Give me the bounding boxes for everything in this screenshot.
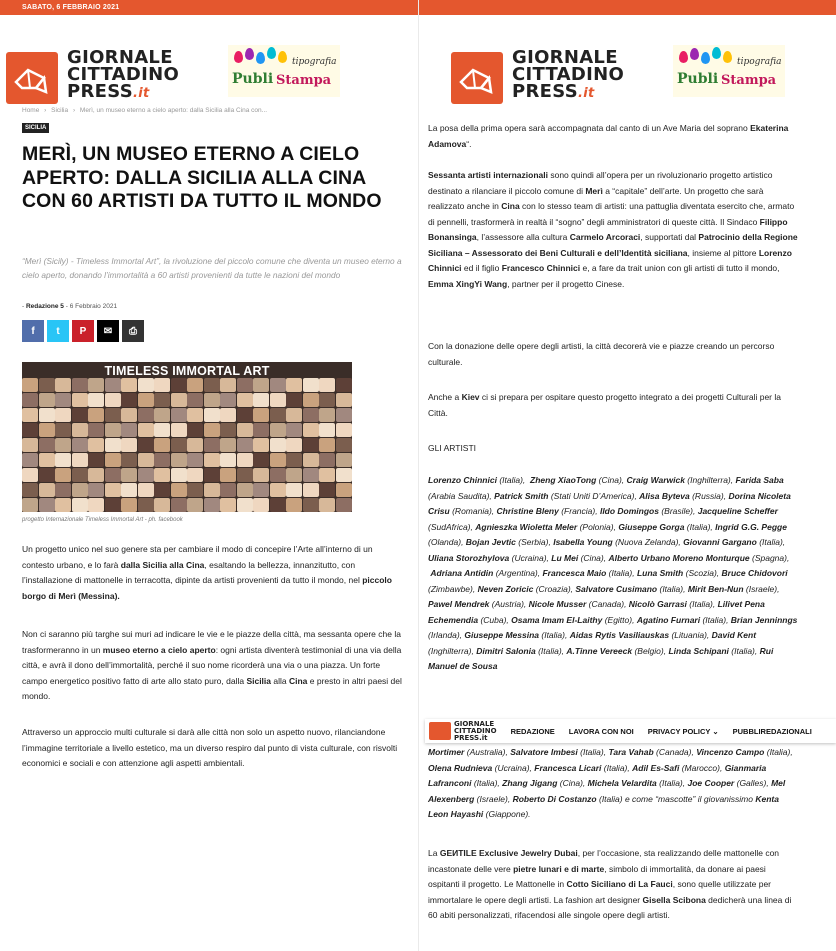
collage-portrait: [154, 498, 170, 512]
collage-portrait: [138, 408, 154, 422]
collage-portrait: [171, 453, 187, 467]
collage-portrait: [270, 483, 286, 497]
right-paragraph-3: Con la donazione delle opere degli artisti, la città decorerà vie e piazze creando un percorso culturale.: [428, 341, 775, 367]
collage-portrait: [319, 378, 335, 392]
breadcrumb-current: Merì, un museo eterno a cielo aperto: dalla Sicilia alla Cina con...: [79, 107, 268, 114]
collage-portrait: [319, 423, 335, 437]
collage-portrait: [286, 468, 302, 482]
nav-logo-text[interactable]: GIORNALE CITTADINO PRESS.it: [454, 719, 497, 742]
collage-portrait: [22, 408, 38, 422]
collage-portrait: [187, 453, 203, 467]
nav-lavora-con-noi[interactable]: LAVORA CON NOI: [568, 726, 634, 736]
collage-portrait: [220, 468, 236, 482]
collage-portrait: [55, 498, 71, 512]
collage-portrait: [286, 498, 302, 512]
collage-portrait: [204, 483, 220, 497]
collage-portrait: [204, 378, 220, 392]
collage-portrait: [303, 423, 319, 437]
collage-portrait: [88, 483, 104, 497]
collage-portrait: [171, 468, 187, 482]
site-logo-right[interactable]: [451, 52, 503, 104]
print-icon: ⎙: [129, 325, 137, 337]
collage-portrait: [171, 498, 187, 512]
artists-list-continued: Mortimer (Australia), Salvatore Imbesi (Italia), Tara Vahab (Canada), Vincenzo Campo (Italia), Olena Rudnieva (Ucraina), Francesca Licari (Italia), Adil Es-Safi (Marocco), Gianmaria Lafranconi (Italia), Zhang Jigang (Cina), Michela Velardita (Italia), Joe Cooper (Galles), Mel Alexenberg (Israele), Roberto Di Costanzo (Italia) e come “mascotte” il giovanissimo Kenta Leon Hayashi (Giappone).: [428, 747, 793, 819]
right-paragraph-2: Sessanta artisti internazionali sono quindi all’opera per un rivoluzionario progetto artistico destinato a rilanciare il piccolo comune di Merì a “capitale” dell’arte. Un progetto che sarà realizzato anche in Cina con lo stesso team di artisti: una pattuglia diventata esercito che, armato di pennelli, trasformerà in realtà il “sogno” degli amministratori di queste città. Il Sindaco Filippo Bonansinga, l’assessore alla cultura Carmelo Arcoraci, supportati dal Patrocinio della Regione Siciliana – Assessorato dei Beni Culturali e dell’Identità siciliana, insieme al pittore Lorenzo Chinnici ed il figlio Francesco Chinnici e, a fare da trait union con gli artisti di tutto il mondo, Emma XingYi Wang, partner per il progetto Cinese.: [428, 170, 798, 289]
sticky-nav: [425, 719, 836, 743]
collage-portrait: [237, 393, 253, 407]
collage-portrait: [220, 453, 236, 467]
collage-portrait: [55, 393, 71, 407]
collage-portrait: [154, 378, 170, 392]
collage-portrait: [286, 423, 302, 437]
collage-portrait: [253, 423, 269, 437]
collage-portrait: [303, 483, 319, 497]
collage-portrait: [22, 438, 38, 452]
site-header-right: [419, 15, 836, 102]
collage-portrait: [220, 483, 236, 497]
collage-portrait: [88, 423, 104, 437]
collage-portrait: [88, 468, 104, 482]
logo-wordmark[interactable]: GIORNALE CITTADINO PRESS.it: [67, 47, 180, 102]
collage-portrait: [105, 453, 121, 467]
collage-portrait: [253, 378, 269, 392]
collage-portrait: [105, 438, 121, 452]
collage-portrait: [138, 438, 154, 452]
collage-portrait: [22, 423, 38, 437]
site-logo[interactable]: [6, 52, 58, 104]
collage-portrait: [121, 408, 137, 422]
fish-logo-icon: [451, 52, 503, 104]
right-paragraph-1: La posa della prima opera sarà accompagnata dal canto di un Ave Maria del soprano Ekaterina Adamova“.: [428, 123, 789, 149]
collage-portrait: [237, 438, 253, 452]
collage-portrait: [72, 483, 88, 497]
nav-privacy-policy[interactable]: PRIVACY POLICY ⌄: [647, 726, 719, 736]
top-bar: [419, 0, 836, 15]
collage-portrait: [121, 393, 137, 407]
collage-portrait: [253, 393, 269, 407]
image-title: TIMELESS IMMORTAL ART: [104, 364, 270, 378]
collage-portrait: [72, 393, 88, 407]
collage-portrait: [105, 423, 121, 437]
collage-portrait: [253, 408, 269, 422]
collage-portrait: [336, 408, 352, 422]
collage-portrait: [55, 378, 71, 392]
image-caption: progetto Internazionale Timeless Immortal Art - ph. facebook: [22, 517, 183, 523]
collage-portrait: [39, 468, 55, 482]
collage-portrait: [121, 468, 137, 482]
right-paragraph-4: Anche a Kiev ci si prepara per ospitare questo progetto integrato a dei progetti Culturali per la Città.: [428, 392, 781, 418]
collage-portrait: [204, 438, 220, 452]
collage-portrait: [220, 438, 236, 452]
collage-portrait: [220, 423, 236, 437]
collage-portrait: [39, 393, 55, 407]
collage-portrait: [303, 498, 319, 512]
collage-portrait: [336, 438, 352, 452]
collage-portrait: [336, 468, 352, 482]
print-button[interactable]: [122, 320, 144, 342]
collage-portrait: [171, 483, 187, 497]
collage-portrait: [22, 453, 38, 467]
collage-portrait: [154, 468, 170, 482]
twitter-share-button[interactable]: [47, 320, 69, 342]
publistampa-banner[interactable]: tipografia Publi Stampa: [228, 45, 340, 97]
collage-portrait: [253, 498, 269, 512]
collage-portrait: [187, 393, 203, 407]
collage-portrait: [286, 393, 302, 407]
facebook-share-button[interactable]: [22, 320, 44, 342]
collage-portrait: [171, 438, 187, 452]
collage-portrait: [319, 408, 335, 422]
collage-portrait: [303, 453, 319, 467]
collage-portrait: [138, 483, 154, 497]
collage-portrait: [237, 468, 253, 482]
publistampa-banner-right[interactable]: tipografia Publi Stampa: [673, 45, 785, 97]
collage-portrait: [187, 438, 203, 452]
artists-list: Lorenzo Chinnici (Italia), Zheng XiaoTong (Cina), Craig Warwick (Inghilterra), Farida Saba (Arabia Saudita), Patrick Smith (Stati Uniti D’America), Alisa Byteva (Russia), Dorina Nicoleta Crisu (Romania), Christine Bleny (Francia), Ildo Domingos (Brasile), Jacqueline Scheffer (SudAfrica), Agnieszka Wioletta Meler (Polonia), Giuseppe Gorga (Italia), Ingrid G.G. Pegge (Olanda), Bojan Jevtic (Serbia), Isabella Young (Nuova Zelanda), Giovanni Gargano (Italia), Uliana Storozhylova (Ucraina), Lu Mei (Cina), Alberto Urbano Moreno Monturque (Spagna), Adriana Antidin (Argentina), Francesca Maio (Italia), Luna Smith (Scozia), Bruce Chidovori (Zimbawbe), Neven Zoricic (Croazia), Salvatore Cusimano (Italia), Mirit Ben-Nun (Israele), Pawel Mendrek (Austria), Nicole Musser (Canada), Nicolò Garrasi (Italia), Lilivet Pena Echemendia (Cuba), Osama Imam El-Laithy (Egitto), Agatino Furnari (Italia), Brian Jenninngs (Irlanda), Giuseppe Messina (Italia), Aidas Rytis Vasiliauskas (Lituania), David Kent (Inghilterra), Dimitri Salonia (Italia), A.Tinne Vereeck (Belgio), Linda Schipani (Italia), Rui Manuel de Sousa: [428, 475, 798, 671]
collage-portrait: [138, 423, 154, 437]
collage-portrait: [72, 468, 88, 482]
collage-portrait: [270, 438, 286, 452]
collage-portrait: [22, 393, 38, 407]
collage-portrait: [55, 423, 71, 437]
collage-portrait: [237, 453, 253, 467]
collage-portrait: [303, 408, 319, 422]
collage-portrait: [72, 423, 88, 437]
collage-portrait: [72, 453, 88, 467]
collage-portrait: [22, 483, 38, 497]
collage-portrait: [39, 438, 55, 452]
collage-portrait: [154, 393, 170, 407]
right-paragraph-5: La GEИTILE Exclusive Jewelry Dubai, per l’occasione, sta realizzando delle mattonelle con incastonate delle vere pietre lunari e di marte, simbolo di immortalità, da donare ai paesi ospitanti il progetto. Le Mattonelle in Cotto Siciliano di La Fauci, sono quelle utilizzate per immortalare le opere degli artisti. La fashion art designer Gisella Scibona dedicherà una linea di 60 abiti personalizzati, rifacendosi alle singole opere degli artisti.: [428, 848, 792, 920]
collage-portrait: [138, 393, 154, 407]
article-image[interactable]: [22, 362, 352, 512]
paragraph-3: Attraverso un approccio multi culturale si darà alle città non solo un aspetto nuovo, rilanciandone l’immagine territoriale a livello estetico, ma un diverso respiro dal punto di vista culturale, con risvolti economici e sociali e con attenzione agli aspetti ambientali.: [22, 727, 398, 768]
collage-portrait: [319, 498, 335, 512]
collage-portrait: [187, 408, 203, 422]
collage-portrait: [204, 393, 220, 407]
collage-portrait: [22, 498, 38, 512]
collage-portrait: [88, 408, 104, 422]
collage-portrait: [171, 408, 187, 422]
collage-portrait: [55, 408, 71, 422]
email-share-button[interactable]: [97, 320, 119, 342]
twitter-icon: t: [56, 325, 60, 337]
collage-portrait: [121, 483, 137, 497]
collage-portrait: [237, 423, 253, 437]
collage-portrait: [88, 438, 104, 452]
collage-portrait: [55, 468, 71, 482]
collage-portrait: [319, 483, 335, 497]
paragraph-2: Non ci saranno più targhe sui muri ad indicare le vie e le piazze della città, ma sessanta opere che la trasformeranno in un museo eterno a cielo aperto: ogni artista diventerà testimonial di una via della città, e avrà il dono dell’immortalità, perché il suo nome ricorderà una via o una piazza. Un forte campo energetico positivo fatto di arte allo stato puro, dalla Sicilia alla Cina e presto in altri paesi del mondo.: [22, 629, 402, 701]
collage-portrait: [121, 453, 137, 467]
facebook-icon: f: [31, 325, 35, 337]
nav-logo-icon[interactable]: [429, 722, 451, 740]
collage-portrait: [270, 393, 286, 407]
collage-portrait: [171, 423, 187, 437]
collage-portrait: [204, 408, 220, 422]
collage-portrait: [220, 498, 236, 512]
collage-portrait: [336, 393, 352, 407]
collage-portrait: [39, 483, 55, 497]
collage-portrait: [154, 438, 170, 452]
collage-portrait: [39, 378, 55, 392]
collage-portrait: [121, 498, 137, 512]
collage-portrait: [105, 393, 121, 407]
collage-portrait: [154, 453, 170, 467]
collage-portrait: [171, 393, 187, 407]
breadcrumb-home[interactable]: Home: [22, 107, 40, 114]
collage-portrait: [22, 468, 38, 482]
collage-portrait: [270, 408, 286, 422]
collage-portrait: [253, 453, 269, 467]
collage-portrait: [253, 438, 269, 452]
top-date-bar: [0, 0, 418, 15]
collage-portrait: [39, 453, 55, 467]
pinterest-share-button[interactable]: [72, 320, 94, 342]
collage-portrait: [270, 468, 286, 482]
collage-portrait: [105, 483, 121, 497]
collage-portrait: [138, 453, 154, 467]
pinterest-icon: P: [79, 325, 87, 337]
collage-portrait: [121, 438, 137, 452]
logo-wordmark-right[interactable]: GIORNALE CITTADINO PRESS.it: [512, 47, 625, 102]
collage-portrait: [303, 378, 319, 392]
collage-portrait: [204, 468, 220, 482]
nav-pubbliredazionali[interactable]: PUBBLIREDAZIONALI: [732, 726, 812, 736]
collage-portrait: [138, 378, 154, 392]
paragraph-1: Un progetto unico nel suo genere sta per cambiare il modo di concepire l’Arte all’interno di un contesto urbano, e lo farà dalla Sicilia alla Cina, esaltando la bellezza, innanzitutto, con l’installazione di mattonelle in terracotta, dipinte da artisti provenienti da tutto il mondo, nel piccolo borgo di Merì (Messina).: [22, 544, 392, 601]
collage-portrait: [220, 408, 236, 422]
article-subtitle: “Merì (Sicily) - Timeless Immortal Art”, la rivoluzione del piccolo comune che diventa un museo eterno a cielo aperto, donando l’immortalità a 60 artisti provenienti da tutte le nazioni del mondo: [22, 256, 402, 280]
collage-portrait: [336, 378, 352, 392]
collage-portrait: [154, 408, 170, 422]
collage-portrait: [270, 423, 286, 437]
collage-portrait: [237, 498, 253, 512]
collage-portrait: [270, 378, 286, 392]
collage-portrait: [286, 453, 302, 467]
collage-portrait: [72, 498, 88, 512]
collage-portrait: [286, 438, 302, 452]
collage-portrait: [336, 498, 352, 512]
collage-portrait: [39, 408, 55, 422]
collage-portrait: [55, 438, 71, 452]
collage-portrait: [303, 438, 319, 452]
collage-portrait: [237, 483, 253, 497]
breadcrumb-sicilia[interactable]: Sicilia: [51, 107, 69, 114]
collage-portrait: [270, 453, 286, 467]
collage-portrait: [204, 498, 220, 512]
collage-portrait: [138, 468, 154, 482]
collage-portrait: [187, 423, 203, 437]
collage-portrait: [72, 408, 88, 422]
author-link[interactable]: Redazione 5: [25, 303, 64, 310]
collage-portrait: [55, 483, 71, 497]
collage-portrait: [171, 378, 187, 392]
collage-portrait: [105, 378, 121, 392]
collage-portrait: [204, 453, 220, 467]
collage-portrait: [286, 483, 302, 497]
collage-portrait: [55, 453, 71, 467]
share-bar: [22, 320, 144, 342]
artists-heading: GLI ARTISTI: [428, 443, 477, 453]
collage-portrait: [303, 468, 319, 482]
collage-portrait: [88, 393, 104, 407]
collage-portrait: [319, 453, 335, 467]
collage-portrait: [220, 393, 236, 407]
mail-icon: ✉: [103, 325, 113, 337]
collage-portrait: [336, 453, 352, 467]
collage-portrait: [138, 498, 154, 512]
collage-portrait: [105, 468, 121, 482]
collage-portrait: [72, 378, 88, 392]
collage-portrait: [72, 438, 88, 452]
collage-portrait: [22, 378, 38, 392]
category-badge[interactable]: SICILIA: [22, 123, 49, 133]
collage-portrait: [187, 498, 203, 512]
collage-portrait: [121, 423, 137, 437]
collage-portrait: [88, 498, 104, 512]
collage-portrait: [220, 378, 236, 392]
collage-portrait: [286, 408, 302, 422]
collage-portrait: [204, 423, 220, 437]
collage-portrait: [336, 483, 352, 497]
collage-portrait: [270, 498, 286, 512]
collage-portrait: [253, 468, 269, 482]
collage-portrait: [105, 498, 121, 512]
collage-portrait: [237, 378, 253, 392]
collage-portrait: [187, 378, 203, 392]
collage-portrait: [121, 378, 137, 392]
publish-date: 6 Febbraio 2021: [69, 303, 118, 310]
fish-logo-icon: [6, 52, 58, 104]
nav-redazione[interactable]: REDAZIONE: [510, 726, 555, 736]
collage-portrait: [237, 408, 253, 422]
collage-portrait: [303, 393, 319, 407]
collage-portrait: [105, 408, 121, 422]
collage-portrait: [319, 393, 335, 407]
collage-portrait: [39, 423, 55, 437]
collage-portrait: [319, 438, 335, 452]
collage-portrait: [88, 378, 104, 392]
collage-portrait: [336, 423, 352, 437]
collage-portrait: [286, 378, 302, 392]
collage-portrait: [319, 468, 335, 482]
breadcrumb: Home › Sicilia › Merì, un museo eterno a cielo aperto: dalla Sicilia alla Cina con...: [22, 107, 268, 114]
collage-portrait: [39, 498, 55, 512]
collage-portrait: [88, 453, 104, 467]
collage-portrait: [187, 468, 203, 482]
article-meta: - Redazione 5 - 6 Febbraio 2021: [22, 303, 118, 310]
collage-portrait: [154, 423, 170, 437]
collage-portrait: [154, 483, 170, 497]
collage-portrait: [253, 483, 269, 497]
site-header: [0, 15, 418, 102]
date: SABATO, 6 FEBBRAIO 2021: [22, 4, 120, 11]
article-title: MERÌ, UN MUSEO ETERNO A CIELO APERTO: DALLA SICILIA ALLA CINA CON 60 ARTISTI DA TUTTO IL MONDO: [22, 143, 382, 212]
collage-portrait: [187, 483, 203, 497]
